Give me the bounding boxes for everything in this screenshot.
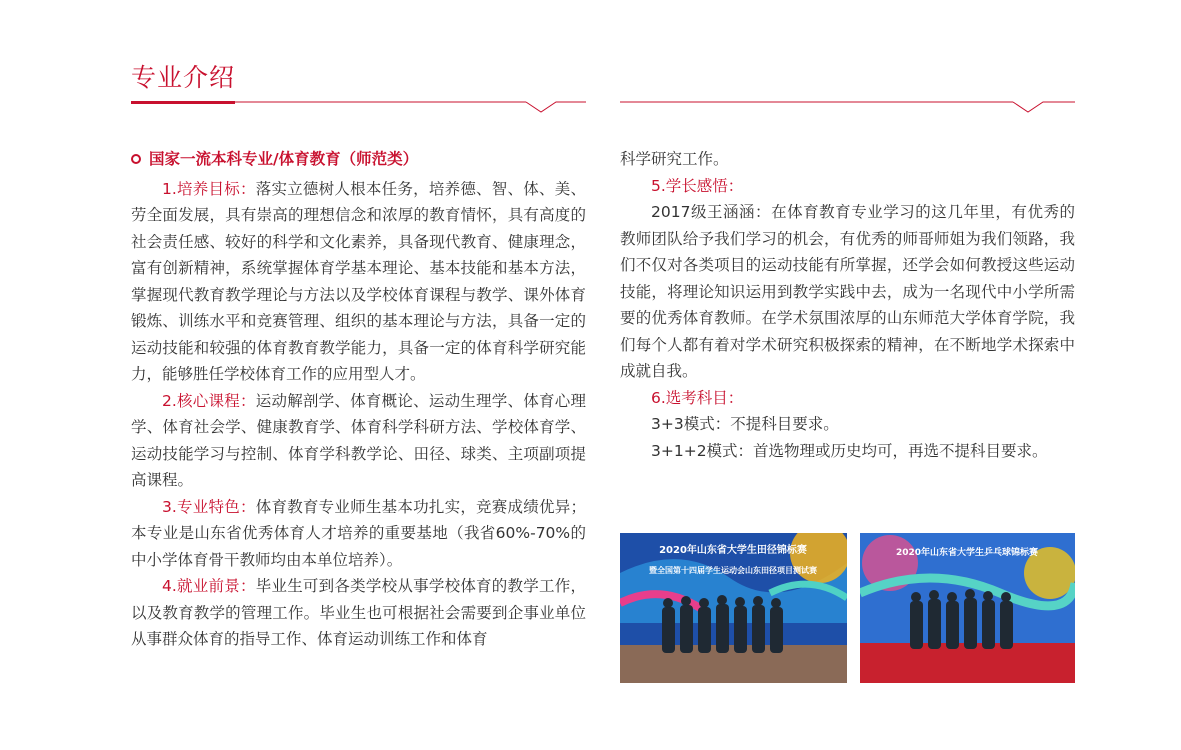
section-heading: [131, 146, 586, 173]
banner-title: 2020年山东省大学生田径锦标赛: [659, 545, 807, 556]
header-divider-right: [620, 100, 1075, 114]
paragraph-label: 2.核心课程：: [162, 391, 256, 410]
banner-subtitle: 暨全国第十四届学生运动会山东田径项目测试赛: [649, 566, 817, 575]
left-column: [131, 146, 586, 653]
circle-bullet-icon: [131, 154, 141, 164]
paragraph-label: 6.选考科目：: [651, 388, 744, 407]
paragraph-label: 1.培养目标：: [162, 179, 256, 198]
banner-title: 2020年山东省大学生乒乓球锦标赛: [895, 548, 1039, 558]
paragraph-text: 落实立德树人根本任务，培养德、智、体、美、劳全面发展，具有崇高的理想信念和浓厚的教育情怀，具有高度的社会责任感、较好的科学和文化素养，具备现代教育、健康理念，富有创新精神，系统掌握体育学基本理论、基本技能和基本方法，掌握现代教育教学理论与方法以及学校体育课程与教学、课外体育锻炼、训练水平和竞赛管理、组织的基本理论与方法，具备一定的运动技能和较强的体育教育教学能力，具备一定的体育科学研究能力，能够胜任学校体育工作的应用型人才。: [131, 179, 586, 383]
subject-requirement-line: 3+3模式：不提科目要求。: [651, 415, 839, 433]
header-divider-left: [131, 100, 586, 114]
paragraph-label: 3.专业特色：: [162, 497, 256, 516]
paragraph-text: 毕业生可到各类学校从事学校体育的教学工作，以及教育教学的管理工作。毕业生也可根据社会需要到企事业单位从事群众体育的指导工作、体育运动训练工作和体育: [131, 577, 586, 648]
paragraph-features: [131, 494, 586, 574]
paragraph-senior-reflection: 2017级王涵涵：在体育教育专业学习的这几年里，有优秀的教师团队给予我们学习的机会，有优秀的师哥师姐为我们领路，我们不仅对各类项目的运动技能有所掌握，还学会如何教授这些运动技能，将理论知识运用到教学实践中去，成为一名现代中小学所需要的优秀体育教师。在学术氛围浓厚的山东师范大学体育学院，我们每个人都有着对学术研究积极探索的精神，在不断地学术探索中成就自我。: [620, 203, 1075, 380]
paragraph-label: 5.学长感悟：: [651, 176, 744, 195]
subject-requirement-line: 3+1+2模式：首选物理或历史均可，再选不提科目要求。: [651, 441, 1048, 460]
page-title: 专业介绍: [131, 63, 236, 92]
paragraph-career-continued: 科学研究工作。: [620, 150, 729, 168]
paragraph-text: 运动解剖学、体育概论、运动生理学、体育心理学、体育社会学、健康教育学、体育科学科研方法、学校体育学、运动技能学习与控制、体育学科教学论、田径、球类、主项副项提高课程。: [131, 391, 586, 489]
paragraph-label: 4.就业前景：: [162, 577, 256, 595]
paragraph-core-courses: [131, 388, 586, 494]
section-title-text: 国家一流本科专业/体育教育（师范类）: [149, 150, 419, 168]
photo-table-tennis-team: [860, 533, 1075, 683]
paragraph-training-goal: [131, 176, 586, 388]
paragraph-career: [131, 573, 586, 653]
photo-track-team: [620, 533, 847, 683]
right-column: [620, 146, 1075, 464]
paragraph-text: 体育教育专业师生基本功扎实，竞赛成绩优异；本专业是山东省优秀体育人才培养的重要基地（我省60%-70%的中小学体育骨干教师均由本单位培养）。: [131, 497, 586, 569]
